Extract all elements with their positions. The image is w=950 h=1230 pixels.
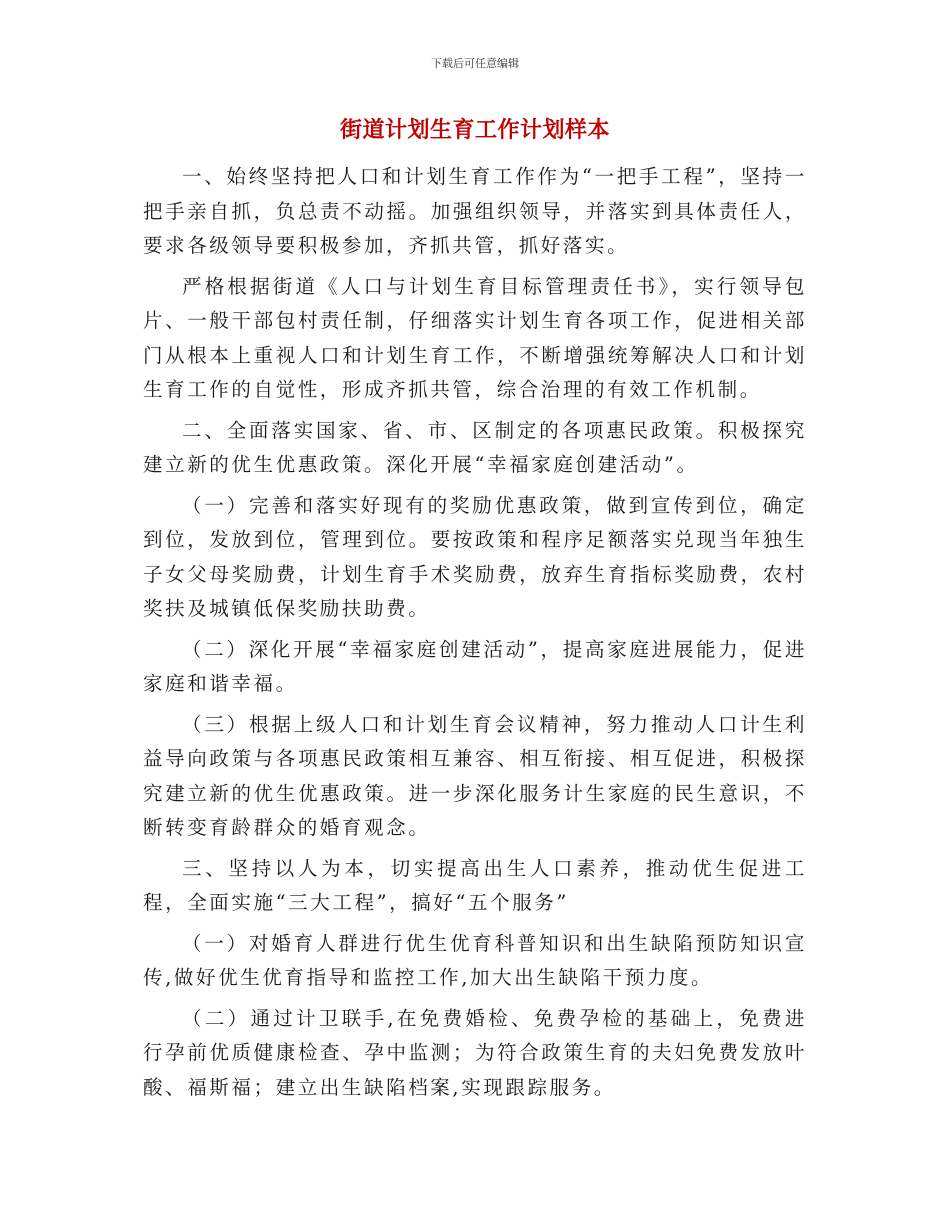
paragraph: 三、坚持以人为本，切实提高出生人口素养，推动优生促进工程，全面实施“三大工程”，搞好“五个服务” bbox=[143, 856, 807, 914]
paragraph: （二）深化开展“幸福家庭创建活动”，提高家庭进展能力，促进家庭和谐幸福。 bbox=[143, 637, 807, 695]
header-note: 下载后可任意编辑 bbox=[431, 57, 519, 70]
document-body bbox=[143, 160, 807, 1111]
paragraph: 二、全面落实国家、省、市、区制定的各项惠民政策。积极探究建立新的优生优惠政策。深化开展“幸福家庭创建活动”。 bbox=[143, 418, 807, 476]
paragraph: （三）根据上级人口和计划生育会议精神，努力推动人口计生利益导向政策与各项惠民政策相互兼容、相互衔接、相互促进，积极探究建立新的优生优惠政策。进一步深化服务计生家庭的民生意识，不断转变育龄群众的婚育观念。 bbox=[143, 712, 807, 839]
paragraph: （一）对婚育人群进行优生优育科普知识和出生缺陷预防知识宣传,做好优生优育指导和监控工作,加大出生缺陷干预力度。 bbox=[143, 931, 807, 989]
paragraph: 一、始终坚持把人口和计划生育工作作为“一把手工程”，坚持一把手亲自抓，负总责不动摇。加强组织领导，并落实到具体责任人，要求各级领导要积极参加，齐抓共管，抓好落实。 bbox=[143, 165, 807, 257]
paragraph: （二）通过计卫联手,在免费婚检、免费孕检的基础上，免费进行孕前优质健康检查、孕中监测；为符合政策生育的夫妇免费发放叶酸、福斯福；建立出生缺陷档案,实现跟踪服务。 bbox=[143, 1006, 807, 1099]
document-title: 街道计划生育工作计划样本 bbox=[339, 118, 610, 143]
paragraph: 严格根据街道《人口与计划生育目标管理责任书》，实行领导包片、一般干部包村责任制，仔细落实计划生育各项工作，促进相关部门从根本上重视人口和计划生育工作，不断增强统筹解决人口和计划生育工作的自觉性，形成齐抓共管，综合治理的有效工作机制。 bbox=[143, 274, 807, 401]
paragraph: （一）完善和落实好现有的奖励优惠政策，做到宣传到位，确定到位，发放到位，管理到位。要按政策和程序足额落实兑现当年独生子女父母奖励费，计划生育手术奖励费，放弃生育指标奖励费，农村奖扶及城镇低保奖励扶助费。 bbox=[143, 493, 807, 620]
